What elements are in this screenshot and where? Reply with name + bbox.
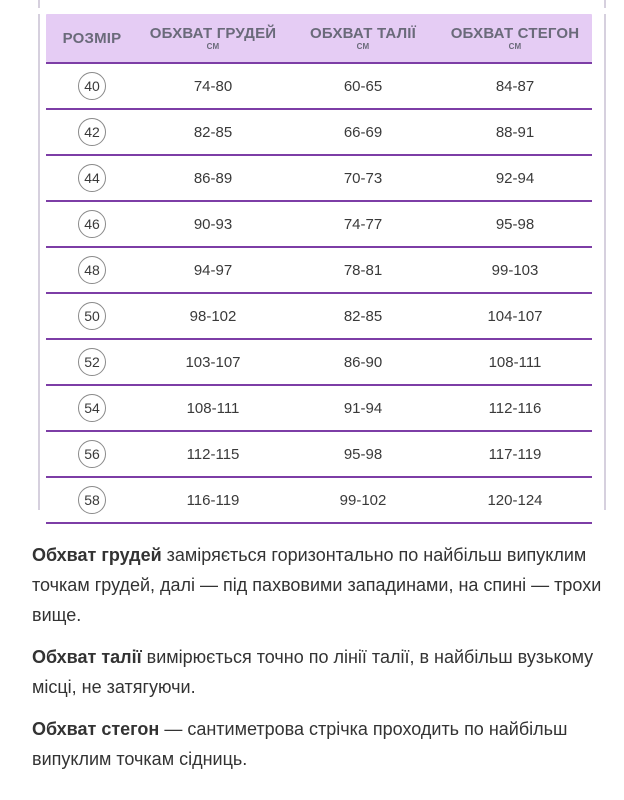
waist-value: 86-90: [343, 353, 383, 371]
size-value-cell: [46, 440, 138, 468]
table-row: [46, 110, 592, 156]
size-value-cell: [46, 256, 138, 284]
hips-value: 95-98: [495, 215, 535, 233]
hips-value: 104-107: [487, 307, 543, 325]
note-paragraph: [32, 540, 608, 630]
hips-value: 120-124: [487, 491, 543, 509]
note-paragraph: [32, 714, 608, 774]
bust-value: 98-102: [189, 307, 237, 325]
measurement-notes: [32, 540, 608, 786]
waist-value: 78-81: [343, 261, 383, 279]
table-row: [46, 340, 592, 386]
size-circle-badge: 42: [78, 118, 106, 146]
header-size-label: РОЗМІР: [62, 29, 122, 47]
waist-value-cell: [288, 308, 438, 325]
bust-value: 90-93: [193, 215, 233, 233]
bust-value-cell: [138, 354, 288, 371]
table-row: [46, 202, 592, 248]
table-row: [46, 386, 592, 432]
table-body: [46, 62, 592, 524]
size-value-cell: [46, 72, 138, 100]
waist-value-cell: [288, 400, 438, 417]
hips-value-cell: [438, 492, 592, 509]
bust-value: 74-80: [193, 77, 233, 95]
hips-value-cell: [438, 400, 592, 417]
header-hips-unit: СМ: [508, 41, 522, 51]
waist-value-cell: [288, 354, 438, 371]
note-text: вимірюється точно по лінії талії, в найбільш вузькому місці, не затягуючи.: [32, 647, 594, 697]
table-row: [46, 432, 592, 478]
table-row: [46, 156, 592, 202]
header-waist-unit: СМ: [356, 41, 370, 51]
bust-value-cell: [138, 170, 288, 187]
waist-value: 74-77: [343, 215, 383, 233]
header-waist-label: ОБХВАТ ТАЛІЇ: [309, 24, 417, 42]
bust-value-cell: [138, 216, 288, 233]
hips-value-cell: [438, 262, 592, 279]
size-circle-badge: 56: [78, 440, 106, 468]
size-value-cell: [46, 394, 138, 422]
waist-value: 99-102: [339, 491, 387, 509]
hips-value: 108-111: [488, 353, 542, 371]
table-row: [46, 62, 592, 110]
hips-value: 112-116: [488, 399, 542, 417]
frame-edge-right: [604, 0, 606, 8]
hips-value: 84-87: [495, 77, 535, 95]
hips-value: 92-94: [495, 169, 535, 187]
bust-value-cell: [138, 446, 288, 463]
hips-value: 117-119: [488, 445, 542, 463]
bust-value-cell: [138, 262, 288, 279]
note-paragraph: [32, 642, 608, 702]
hips-value-cell: [438, 78, 592, 95]
table-border-right: [604, 14, 606, 510]
waist-value: 91-94: [343, 399, 383, 417]
hips-value-cell: [438, 308, 592, 325]
hips-value-cell: [438, 446, 592, 463]
hips-value-cell: [438, 354, 592, 371]
header-hips: [438, 26, 592, 51]
size-circle-badge: 52: [78, 348, 106, 376]
bust-value: 82-85: [193, 123, 233, 141]
size-value-cell: [46, 302, 138, 330]
header-bust-unit: СМ: [206, 41, 220, 51]
waist-value-cell: [288, 446, 438, 463]
note-text: заміряється горизонтально по найбільш випуклим точкам грудей, далі — під пахвовими западинами, на спині — трохи вище.: [32, 545, 602, 625]
waist-value: 66-69: [343, 123, 383, 141]
waist-value-cell: [288, 124, 438, 141]
note-term: Обхват талії: [32, 647, 142, 667]
table-header: [46, 14, 592, 62]
size-value-cell: [46, 118, 138, 146]
size-circle-badge: 50: [78, 302, 106, 330]
size-value-cell: [46, 486, 138, 514]
bust-value: 112-115: [186, 445, 240, 463]
waist-value-cell: [288, 78, 438, 95]
bust-value: 86-89: [193, 169, 233, 187]
frame-edge-left: [38, 0, 40, 8]
bust-value: 94-97: [193, 261, 233, 279]
size-circle-badge: 58: [78, 486, 106, 514]
top-frame: [0, 0, 624, 8]
size-circle-badge: 44: [78, 164, 106, 192]
hips-value-cell: [438, 216, 592, 233]
header-hips-label: ОБХВАТ СТЕГОН: [450, 24, 580, 42]
size-circle-badge: 46: [78, 210, 106, 238]
note-text: — сантиметрова стрічка проходить по найбільш випуклим точкам сідниць.: [32, 719, 568, 769]
waist-value-cell: [288, 492, 438, 509]
size-value-cell: [46, 164, 138, 192]
hips-value: 99-103: [491, 261, 539, 279]
waist-value: 70-73: [343, 169, 383, 187]
waist-value: 82-85: [343, 307, 383, 325]
bust-value-cell: [138, 78, 288, 95]
header-waist: [288, 26, 438, 51]
header-size: [46, 31, 138, 46]
size-circle-badge: 54: [78, 394, 106, 422]
waist-value-cell: [288, 170, 438, 187]
size-value-cell: [46, 348, 138, 376]
bust-value-cell: [138, 492, 288, 509]
size-value-cell: [46, 210, 138, 238]
hips-value: 88-91: [495, 123, 535, 141]
table-row: [46, 478, 592, 524]
header-bust: [138, 26, 288, 51]
table-border-left: [38, 14, 40, 510]
note-term: Обхват стегон: [32, 719, 160, 739]
size-circle-badge: 40: [78, 72, 106, 100]
bust-value-cell: [138, 400, 288, 417]
size-circle-badge: 48: [78, 256, 106, 284]
hips-value-cell: [438, 170, 592, 187]
waist-value-cell: [288, 262, 438, 279]
waist-value-cell: [288, 216, 438, 233]
hips-value-cell: [438, 124, 592, 141]
bust-value-cell: [138, 124, 288, 141]
size-chart-table: [46, 14, 592, 524]
table-row: [46, 248, 592, 294]
bust-value: 103-107: [185, 353, 241, 371]
header-bust-label: ОБХВАТ ГРУДЕЙ: [149, 24, 277, 42]
bust-value-cell: [138, 308, 288, 325]
table-row: [46, 294, 592, 340]
note-term: Обхват грудей: [32, 545, 162, 565]
waist-value: 60-65: [343, 77, 383, 95]
waist-value: 95-98: [343, 445, 383, 463]
bust-value: 116-119: [186, 491, 240, 509]
bust-value: 108-111: [186, 399, 240, 417]
